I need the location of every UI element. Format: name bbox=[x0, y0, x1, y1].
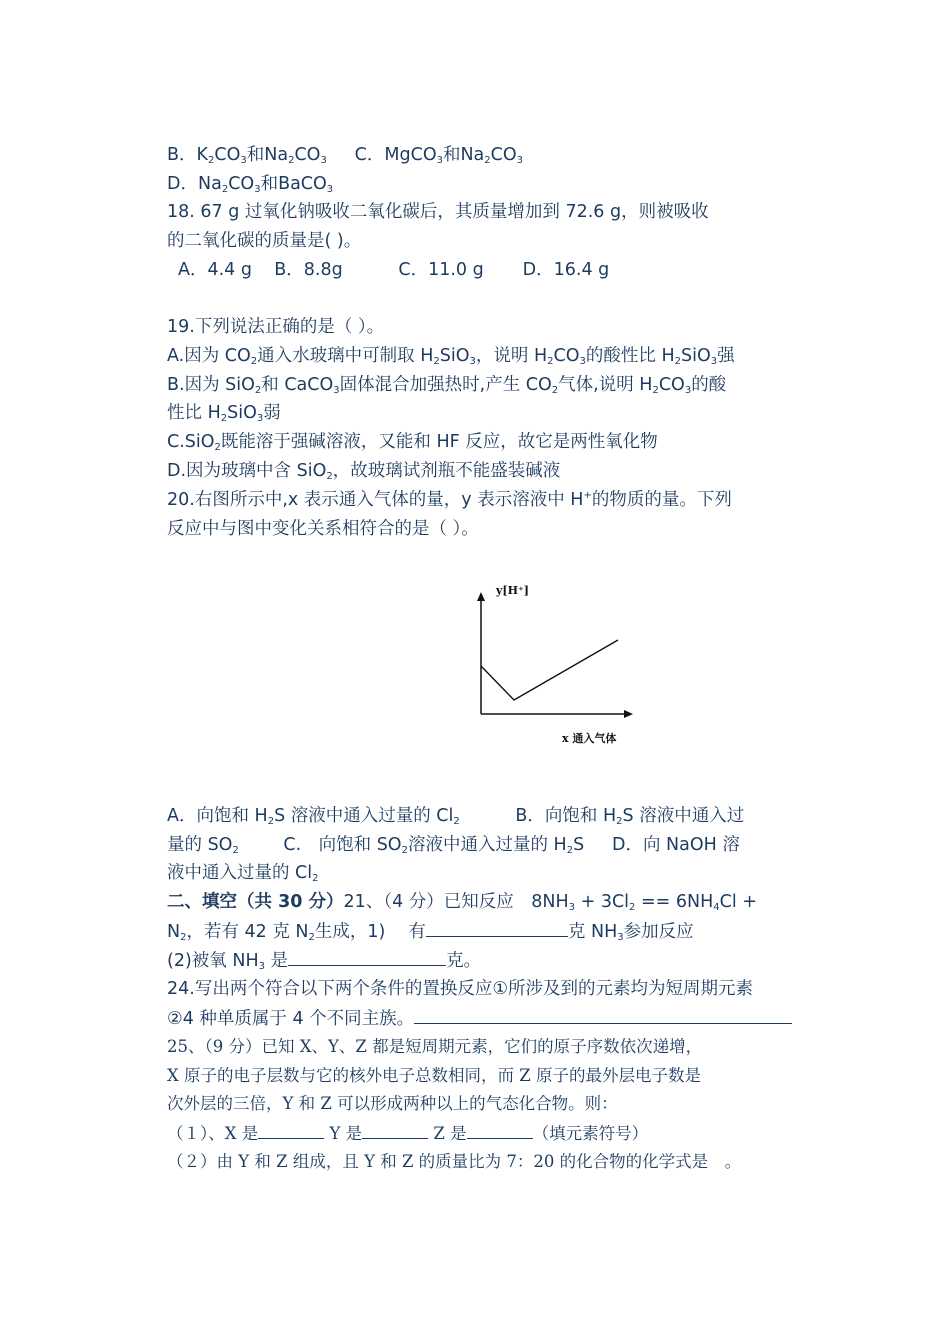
sec2-q21-line1: 二、填空（共 30 分）21、（4 分）已知反应 $8NH_3 + 3Cl_2 == 6NH_4Cl$ + bbox=[167, 892, 757, 913]
graph-x-arrow bbox=[624, 710, 633, 718]
q25-line2: X 原子的电子层数与它的核外电子总数相同，而 Z 原子的最外层电子数是 bbox=[167, 1066, 701, 1085]
q25-line3: 次外层的三倍，Y 和 Z 可以形成两种以上的气态化合物。则： bbox=[167, 1094, 618, 1113]
q18-option-a: A．4.4 g bbox=[178, 260, 252, 280]
q20-options-line2: 量的 $SO_2$ C. 向饱和 $SO_2$溶液中通入过量的 $H_2S$ D．向 NaOH 溶 bbox=[167, 835, 740, 856]
q17-option-d: D．$Na_2CO_3$和BaCO$_3$ bbox=[167, 174, 334, 195]
graph-x-label: x 通入气体 bbox=[562, 732, 617, 745]
q17-b-sep: 和 bbox=[246, 145, 265, 165]
q18-options bbox=[178, 258, 609, 282]
q17-c-label: C． bbox=[354, 145, 385, 165]
q19-option-d: D.因为玻璃中含 SiO$_2$，故玻璃试剂瓶不能盛装碱液 bbox=[167, 461, 561, 482]
section-title: 二、填空（共 30 分） bbox=[167, 892, 344, 912]
graph-curve bbox=[481, 640, 618, 700]
q19-option-b-cont: 性比 $H_2SiO_3$弱 bbox=[167, 403, 281, 424]
q24-line2: ②4 种单质属于 4 个不同主族。 bbox=[167, 1006, 792, 1031]
q21-blank-1[interactable] bbox=[426, 919, 568, 937]
q18-stem-line1: 18. 67 g 过氧化钠吸收二氧化碳后，其质量增加到 72.6 g，则被吸收 bbox=[167, 202, 709, 222]
q17-options-bc: B．$K_2CO_3$和$Na_2CO_3$ C．MgCO$_3$和$Na_2CO_3$ bbox=[167, 145, 524, 166]
q17-d-sep: 和 bbox=[260, 174, 279, 194]
q20-graph bbox=[470, 578, 645, 753]
q24-blank[interactable] bbox=[414, 1006, 792, 1024]
q17-b-label: B． bbox=[167, 145, 197, 165]
q19-stem: 19.下列说法正确的是（ ）。 bbox=[167, 317, 385, 337]
sec2-q21-line2: $N_2$，若有 42 克 $N_2$生成，1) 有 克 $NH_3$参加反应 bbox=[167, 919, 694, 944]
graph-y-label: y[H⁺] bbox=[496, 584, 529, 597]
q20-options-line3: 液中通入过量的 $Cl_2$ bbox=[167, 863, 319, 884]
q20-stem-line2: 反应中与图中变化关系相符合的是（ ）。 bbox=[167, 519, 479, 539]
q25-line4: （１）、X 是 Y 是 Z 是 （填元素符号） bbox=[167, 1121, 648, 1146]
q25-line1: 25、（9 分）已知 X、Y、Z 都是短周期元素，它们的原子序数依次递增， bbox=[167, 1037, 703, 1056]
q19-option-b: B.因为 SiO$_2$和 CaCO$_3$固体混合加强热时,产生 $CO_2$气体,说明 $H_2CO_3$的酸 bbox=[167, 375, 727, 396]
q18-option-b: B．8.8g bbox=[274, 260, 343, 280]
q25-line5: （２）由 Y 和 Z 组成，且 Y 和 Z 的质量比为 7：20 的化合物的化学式是 。 bbox=[167, 1152, 742, 1171]
q18-stem-line2: 的二氧化碳的质量是( )。 bbox=[167, 231, 362, 251]
q20-options-line1: A．向饱和 $H_2S$ 溶液中通入过量的 $Cl_2$ B．向饱和 $H_2S$ 溶液中通入过 bbox=[167, 806, 745, 827]
graph-y-arrow bbox=[477, 592, 485, 601]
q18-option-d: D．16.4 g bbox=[522, 260, 610, 280]
q25-blank-z[interactable] bbox=[467, 1121, 533, 1139]
q18-option-c: C．11.0 g bbox=[398, 260, 484, 280]
q19-option-c: C.SiO$_2$既能溶于强碱溶液，又能和 HF 反应，故它是两性氧化物 bbox=[167, 432, 658, 453]
q17-c-sep: 和 bbox=[442, 145, 461, 165]
sec2-q21-line3: (2)被氧 $NH_3$ 是 克。 bbox=[167, 948, 481, 973]
q24-line1: 24.写出两个符合以下两个条件的置换反应①所涉及到的元素均为短周期元素 bbox=[167, 979, 754, 999]
q25-blank-x[interactable] bbox=[258, 1121, 324, 1139]
q25-blank-y[interactable] bbox=[362, 1121, 428, 1139]
q17-d-label: D． bbox=[167, 174, 198, 194]
q19-option-a: A.因为 $CO_2$通入水玻璃中可制取 $H_2SiO_3$，说明 $H_2CO_3$的酸性比 $H_2SiO_3$强 bbox=[167, 346, 735, 367]
q21-blank-2[interactable] bbox=[288, 948, 446, 966]
q20-stem-line1: 20.右图所示中,x 表示通入气体的量，y 表示溶液中 H+的物质的量。下列 bbox=[167, 490, 732, 510]
